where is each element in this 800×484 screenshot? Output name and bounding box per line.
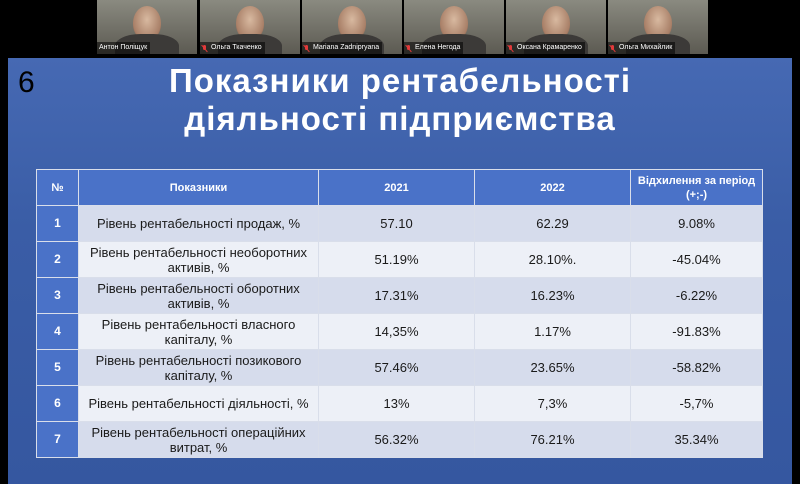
participant-tile[interactable] <box>608 0 708 54</box>
participant-label <box>302 42 382 54</box>
deviation-value: 35.34% <box>631 422 763 458</box>
column-header-deviation: Відхилення за період (+;-) <box>631 170 763 206</box>
deviation-value: -91.83% <box>631 314 763 350</box>
deviation-value: 9.08% <box>631 206 763 242</box>
row-number: 6 <box>37 386 79 422</box>
column-header-number: № <box>37 170 79 206</box>
value-2021: 56.32% <box>319 422 475 458</box>
row-number: 5 <box>37 350 79 386</box>
row-number: 4 <box>37 314 79 350</box>
participant-tile[interactable] <box>302 0 402 54</box>
deviation-value: -58.82% <box>631 350 763 386</box>
slide-number: 6 <box>18 66 35 99</box>
row-number: 3 <box>37 278 79 314</box>
participant-tile[interactable] <box>404 0 504 54</box>
participant-label <box>506 42 585 54</box>
indicator-name: Рівень рентабельності необоротних активів, % <box>79 242 319 278</box>
slide-title <box>8 62 792 138</box>
value-2022: 1.17% <box>475 314 631 350</box>
deviation-value: -6.22% <box>631 278 763 314</box>
participant-name: Ольга Михайлик <box>619 44 673 51</box>
participant-tile[interactable] <box>506 0 606 54</box>
value-2021: 57.10 <box>319 206 475 242</box>
column-header-indicator: Показники <box>79 170 319 206</box>
value-2021: 14,35% <box>319 314 475 350</box>
participant-video-strip <box>0 0 800 56</box>
participant-tile[interactable] <box>200 0 300 54</box>
value-2021: 57.46% <box>319 350 475 386</box>
participant-label <box>97 42 150 54</box>
mic-off-icon <box>406 45 412 52</box>
profitability-table <box>36 169 763 458</box>
deviation-value: -5,7% <box>631 386 763 422</box>
participant-name: Елена Негода <box>415 44 461 51</box>
deviation-value: -45.04% <box>631 242 763 278</box>
slide-title-line-1: Показники рентабельності <box>168 62 632 99</box>
indicator-name: Рівень рентабельності позикового капіталу, % <box>79 350 319 386</box>
value-2022: 16.23% <box>475 278 631 314</box>
table-row <box>37 242 763 278</box>
table-row <box>37 206 763 242</box>
value-2021: 17.31% <box>319 278 475 314</box>
participant-name: Ольга Ткаченко <box>211 44 262 51</box>
table-row <box>37 386 763 422</box>
indicator-name: Рівень рентабельності продаж, % <box>79 206 319 242</box>
value-2021: 13% <box>319 386 475 422</box>
participant-name: Антон Поліщук <box>99 44 148 51</box>
row-number: 7 <box>37 422 79 458</box>
table-row <box>37 278 763 314</box>
table-header-row <box>37 170 763 206</box>
value-2022: 23.65% <box>475 350 631 386</box>
participant-label <box>404 42 463 54</box>
slide-title-line-2: діяльності підприємства <box>184 100 616 137</box>
participant-tile[interactable] <box>97 0 197 54</box>
value-2022: 28.10%. <box>475 242 631 278</box>
participant-name: Mariana Zadnipryana <box>313 44 380 51</box>
row-number: 1 <box>37 206 79 242</box>
mic-off-icon <box>610 45 616 52</box>
mic-off-icon <box>202 45 208 52</box>
value-2022: 7,3% <box>475 386 631 422</box>
indicator-name: Рівень рентабельності діяльності, % <box>79 386 319 422</box>
column-header-2022: 2022 <box>475 170 631 206</box>
row-number: 2 <box>37 242 79 278</box>
indicator-name: Рівень рентабельності операційних витрат, % <box>79 422 319 458</box>
mic-off-icon <box>508 45 514 52</box>
mic-off-icon <box>304 45 310 52</box>
value-2021: 51.19% <box>319 242 475 278</box>
participant-name: Оксана Крамаренко <box>517 44 582 51</box>
participant-label <box>608 42 675 54</box>
column-header-2021: 2021 <box>319 170 475 206</box>
indicator-name: Рівень рентабельності власного капіталу, % <box>79 314 319 350</box>
table-row <box>37 422 763 458</box>
table-row <box>37 350 763 386</box>
participant-label <box>200 42 265 54</box>
indicator-name: Рівень рентабельності оборотних активів, % <box>79 278 319 314</box>
value-2022: 62.29 <box>475 206 631 242</box>
value-2022: 76.21% <box>475 422 631 458</box>
table-row <box>37 314 763 350</box>
shared-slide <box>8 58 792 484</box>
